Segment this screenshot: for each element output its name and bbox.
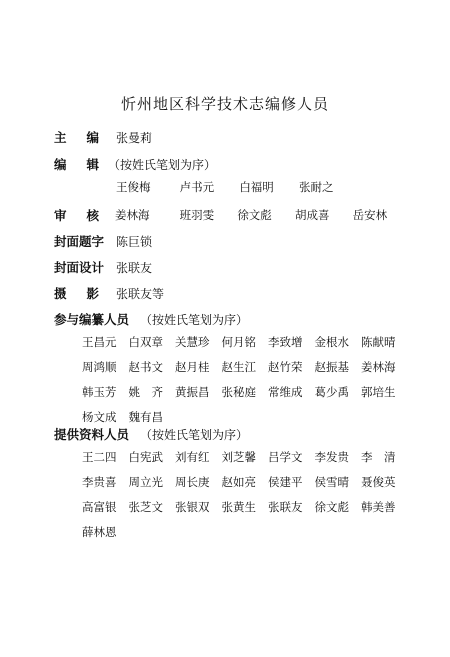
label-cover-calligraphy: 封面题字 (54, 234, 105, 249)
contributor-name: 赵竹荣 (268, 360, 303, 374)
editor-name: 王俊梅 (116, 180, 151, 194)
contributor-name: 赵月桂 (175, 360, 210, 374)
label-char: 辑 (86, 157, 100, 172)
label-char: 摄 (54, 286, 67, 301)
provider-name: 张芝文 (128, 500, 163, 514)
reviewers-names (115, 207, 387, 223)
reviewer-name: 姜林海 (115, 208, 150, 222)
editors-names (116, 179, 333, 195)
reviewer-name: 岳安林 (352, 208, 388, 222)
contributor-name: 赵振基 (314, 360, 349, 374)
providers-row (82, 499, 408, 515)
providers-row (82, 449, 408, 465)
contributor-name: 李致增 (268, 335, 303, 349)
provider-name: 侯雪晴 (314, 475, 349, 489)
contributor-name: 黄振昌 (175, 385, 210, 399)
provider-name: 赵如亮 (221, 475, 256, 489)
label-chief-editor (54, 128, 99, 146)
editor-name: 张耐之 (298, 180, 334, 194)
contributor-name: 葛少禹 (314, 385, 349, 399)
contributor-name: 杨文成 (82, 410, 117, 424)
provider-name: 白宪武 (128, 450, 163, 464)
provider-name: 徐文彪 (314, 500, 349, 514)
contributor-name: 陈献晴 (361, 335, 396, 349)
provider-name: 侯建平 (268, 475, 303, 489)
providers-row (82, 474, 408, 490)
contributor-name: 白双章 (128, 335, 163, 349)
contributor-name: 姜林海 (361, 360, 396, 374)
provider-name: 刘有红 (175, 450, 210, 464)
provider-name: 李 清 (361, 450, 396, 464)
contributor-name: 魏有昌 (128, 410, 163, 424)
editor-name: 白福明 (239, 180, 274, 194)
contributors-row (82, 359, 408, 375)
label-char: 编 (54, 157, 67, 172)
contributor-name: 张秘庭 (221, 385, 256, 399)
photography-name: 张联友等 (116, 287, 165, 301)
provider-name: 周长庚 (175, 475, 210, 489)
providers-note: （按姓氏笔划为序） (140, 428, 249, 442)
label-char: 审 (54, 208, 67, 223)
contributor-name: 王昌元 (82, 335, 117, 349)
contributor-name: 金根水 (314, 335, 349, 349)
contributor-name: 常维成 (268, 385, 303, 399)
contributors-note: （按姓氏笔划为序） (140, 313, 249, 327)
contributor-name: 韩玉芳 (82, 385, 117, 399)
contributors-row (82, 334, 408, 350)
cover-design-name: 张联友 (116, 261, 153, 275)
provider-name: 高富银 (82, 500, 117, 514)
contributor-name: 周鸿顺 (82, 360, 117, 374)
page-title: 忻州地区科学技术志编修人员 (120, 95, 329, 113)
provider-name: 张联友 (268, 500, 303, 514)
providers-row (82, 524, 129, 540)
provider-name: 吕学文 (268, 450, 303, 464)
editor-name: 卢书元 (179, 180, 215, 194)
contributor-name: 郭培生 (361, 385, 396, 399)
provider-name: 韩美善 (361, 500, 396, 514)
label-material-providers: 提供资料人员 (54, 427, 130, 442)
label-photography (54, 284, 99, 302)
contributor-name: 何月铭 (221, 335, 256, 349)
label-char: 影 (86, 286, 100, 301)
contributor-name: 赵书文 (128, 360, 163, 374)
editors-note: （按姓氏笔划为序） (108, 158, 217, 172)
label-contributors: 参与编纂人员 (54, 312, 130, 327)
reviewer-name: 班羽雯 (179, 208, 215, 222)
label-cover-design: 封面设计 (54, 260, 105, 275)
provider-name: 张银双 (175, 500, 210, 514)
label-reviewers (54, 206, 99, 224)
provider-name: 刘芝馨 (221, 450, 256, 464)
provider-name: 张黄生 (221, 500, 256, 514)
label-char: 编 (86, 130, 100, 145)
contributor-name: 关慧珍 (175, 335, 210, 349)
provider-name: 聂俊英 (361, 475, 396, 489)
contributor-name: 赵生江 (221, 360, 256, 374)
chief-editor-name: 张曼莉 (116, 131, 153, 145)
reviewer-name: 胡成喜 (294, 208, 330, 222)
cover-calligraphy-name: 陈巨锁 (116, 235, 153, 249)
provider-name: 王二四 (82, 450, 117, 464)
contributors-row (82, 384, 408, 400)
contributors-row (82, 409, 175, 425)
provider-name: 周立光 (128, 475, 163, 489)
label-editors (54, 155, 99, 173)
label-char: 主 (54, 130, 67, 145)
contributor-name: 姚 齐 (128, 385, 163, 399)
provider-name: 薛林恩 (82, 525, 117, 539)
provider-name: 李发贵 (314, 450, 349, 464)
label-char: 核 (86, 208, 100, 223)
provider-name: 李贵喜 (82, 475, 117, 489)
reviewer-name: 徐文彪 (237, 208, 272, 222)
